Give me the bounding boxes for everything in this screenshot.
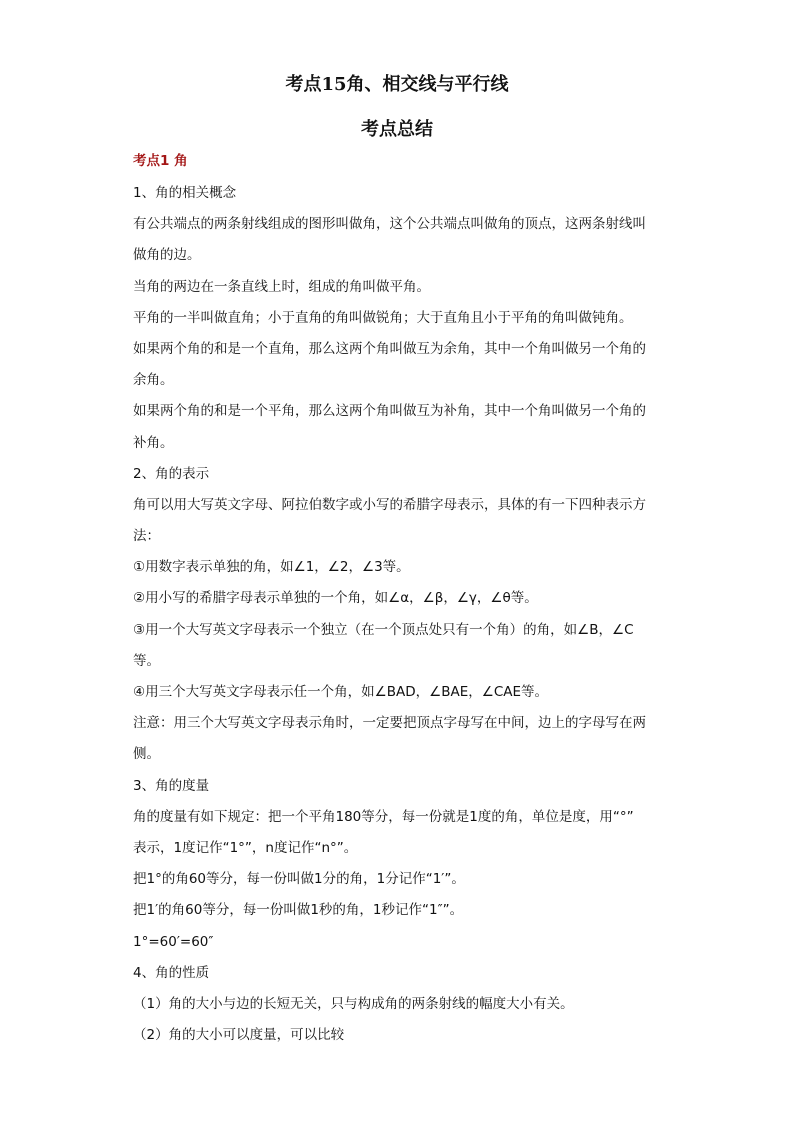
text-line: ④用三个大写英文字母表示任一个角，如∠BAD，∠BAE，∠CAE等。 — [133, 684, 549, 700]
text-line: 把1′的角60等分，每一份叫做1秒的角，1秒记作“1″”。 — [133, 902, 464, 919]
text-line: ②用小写的希腊字母表示单独的一个角，如∠α，∠β，∠γ，∠θ等。 — [133, 590, 538, 607]
text-line: 有公共端点的两条射线组成的图形叫做角，这个公共端点叫做角的顶点，这两条射线叫 — [133, 216, 646, 233]
text-line: 法： — [133, 528, 160, 545]
text-line: ③用一个大写英文字母表示一个独立（在一个顶点处只有一个角）的角，如∠B，∠C — [133, 621, 634, 638]
text-line: 如果两个角的和是一个平角，那么这两个角叫做互为补角，其中一个角叫做另一个角的 — [133, 403, 646, 420]
text-line: 余角。 — [133, 372, 174, 389]
text-line: 如果两个角的和是一个直角，那么这两个角叫做互为余角，其中一个角叫做另一个角的 — [133, 340, 646, 357]
section-heading: 考点1 角 — [133, 153, 188, 169]
text-line: 角的度量有如下规定：把一个平角180等分，每一份就是1度的角，单位是度，用“°” — [133, 808, 634, 825]
page-subtitle: 考点总结 — [361, 119, 433, 140]
text-line: 当角的两边在一条直线上时，组成的角叫做平角。 — [133, 278, 430, 295]
text-line: 3、角的度量 — [133, 777, 210, 794]
text-line: （2）角的大小可以度量，可以比较 — [133, 1027, 345, 1044]
body-text — [133, 178, 673, 1051]
text-line: 平角的一半叫做直角；小于直角的角叫做锐角；大于直角且小于平角的角叫做钝角。 — [133, 309, 633, 326]
text-line: 注意：用三个大写英文字母表示角时，一定要把顶点字母写在中间，边上的字母写在两 — [133, 715, 646, 732]
text-line: 1°=60′=60″ — [133, 933, 214, 950]
text-line: 侧。 — [133, 746, 160, 763]
text-line: 2、角的表示 — [133, 465, 210, 482]
page-title: 考点15角、相交线与平行线 — [285, 74, 509, 95]
text-line: 等。 — [133, 652, 160, 669]
text-line: 补角。 — [133, 434, 174, 451]
text-line: ①用数字表示单独的角，如∠1，∠2，∠3等。 — [133, 559, 410, 576]
text-line: 4、角的性质 — [133, 964, 210, 981]
text-line: 表示，1度记作“1°”，n度记作“n°”。 — [133, 839, 358, 856]
text-line: 做角的边。 — [133, 247, 201, 264]
text-line: （1）角的大小与边的长短无关，只与构成角的两条射线的幅度大小有关。 — [133, 995, 574, 1012]
text-line: 把1°的角60等分，每一份叫做1分的角，1分记作“1′”。 — [133, 871, 465, 888]
text-line: 1、角的相关概念 — [133, 185, 237, 201]
text-line: 角可以用大写英文字母、阿拉伯数字或小写的希腊字母表示，具体的有一下四种表示方 — [133, 496, 646, 513]
